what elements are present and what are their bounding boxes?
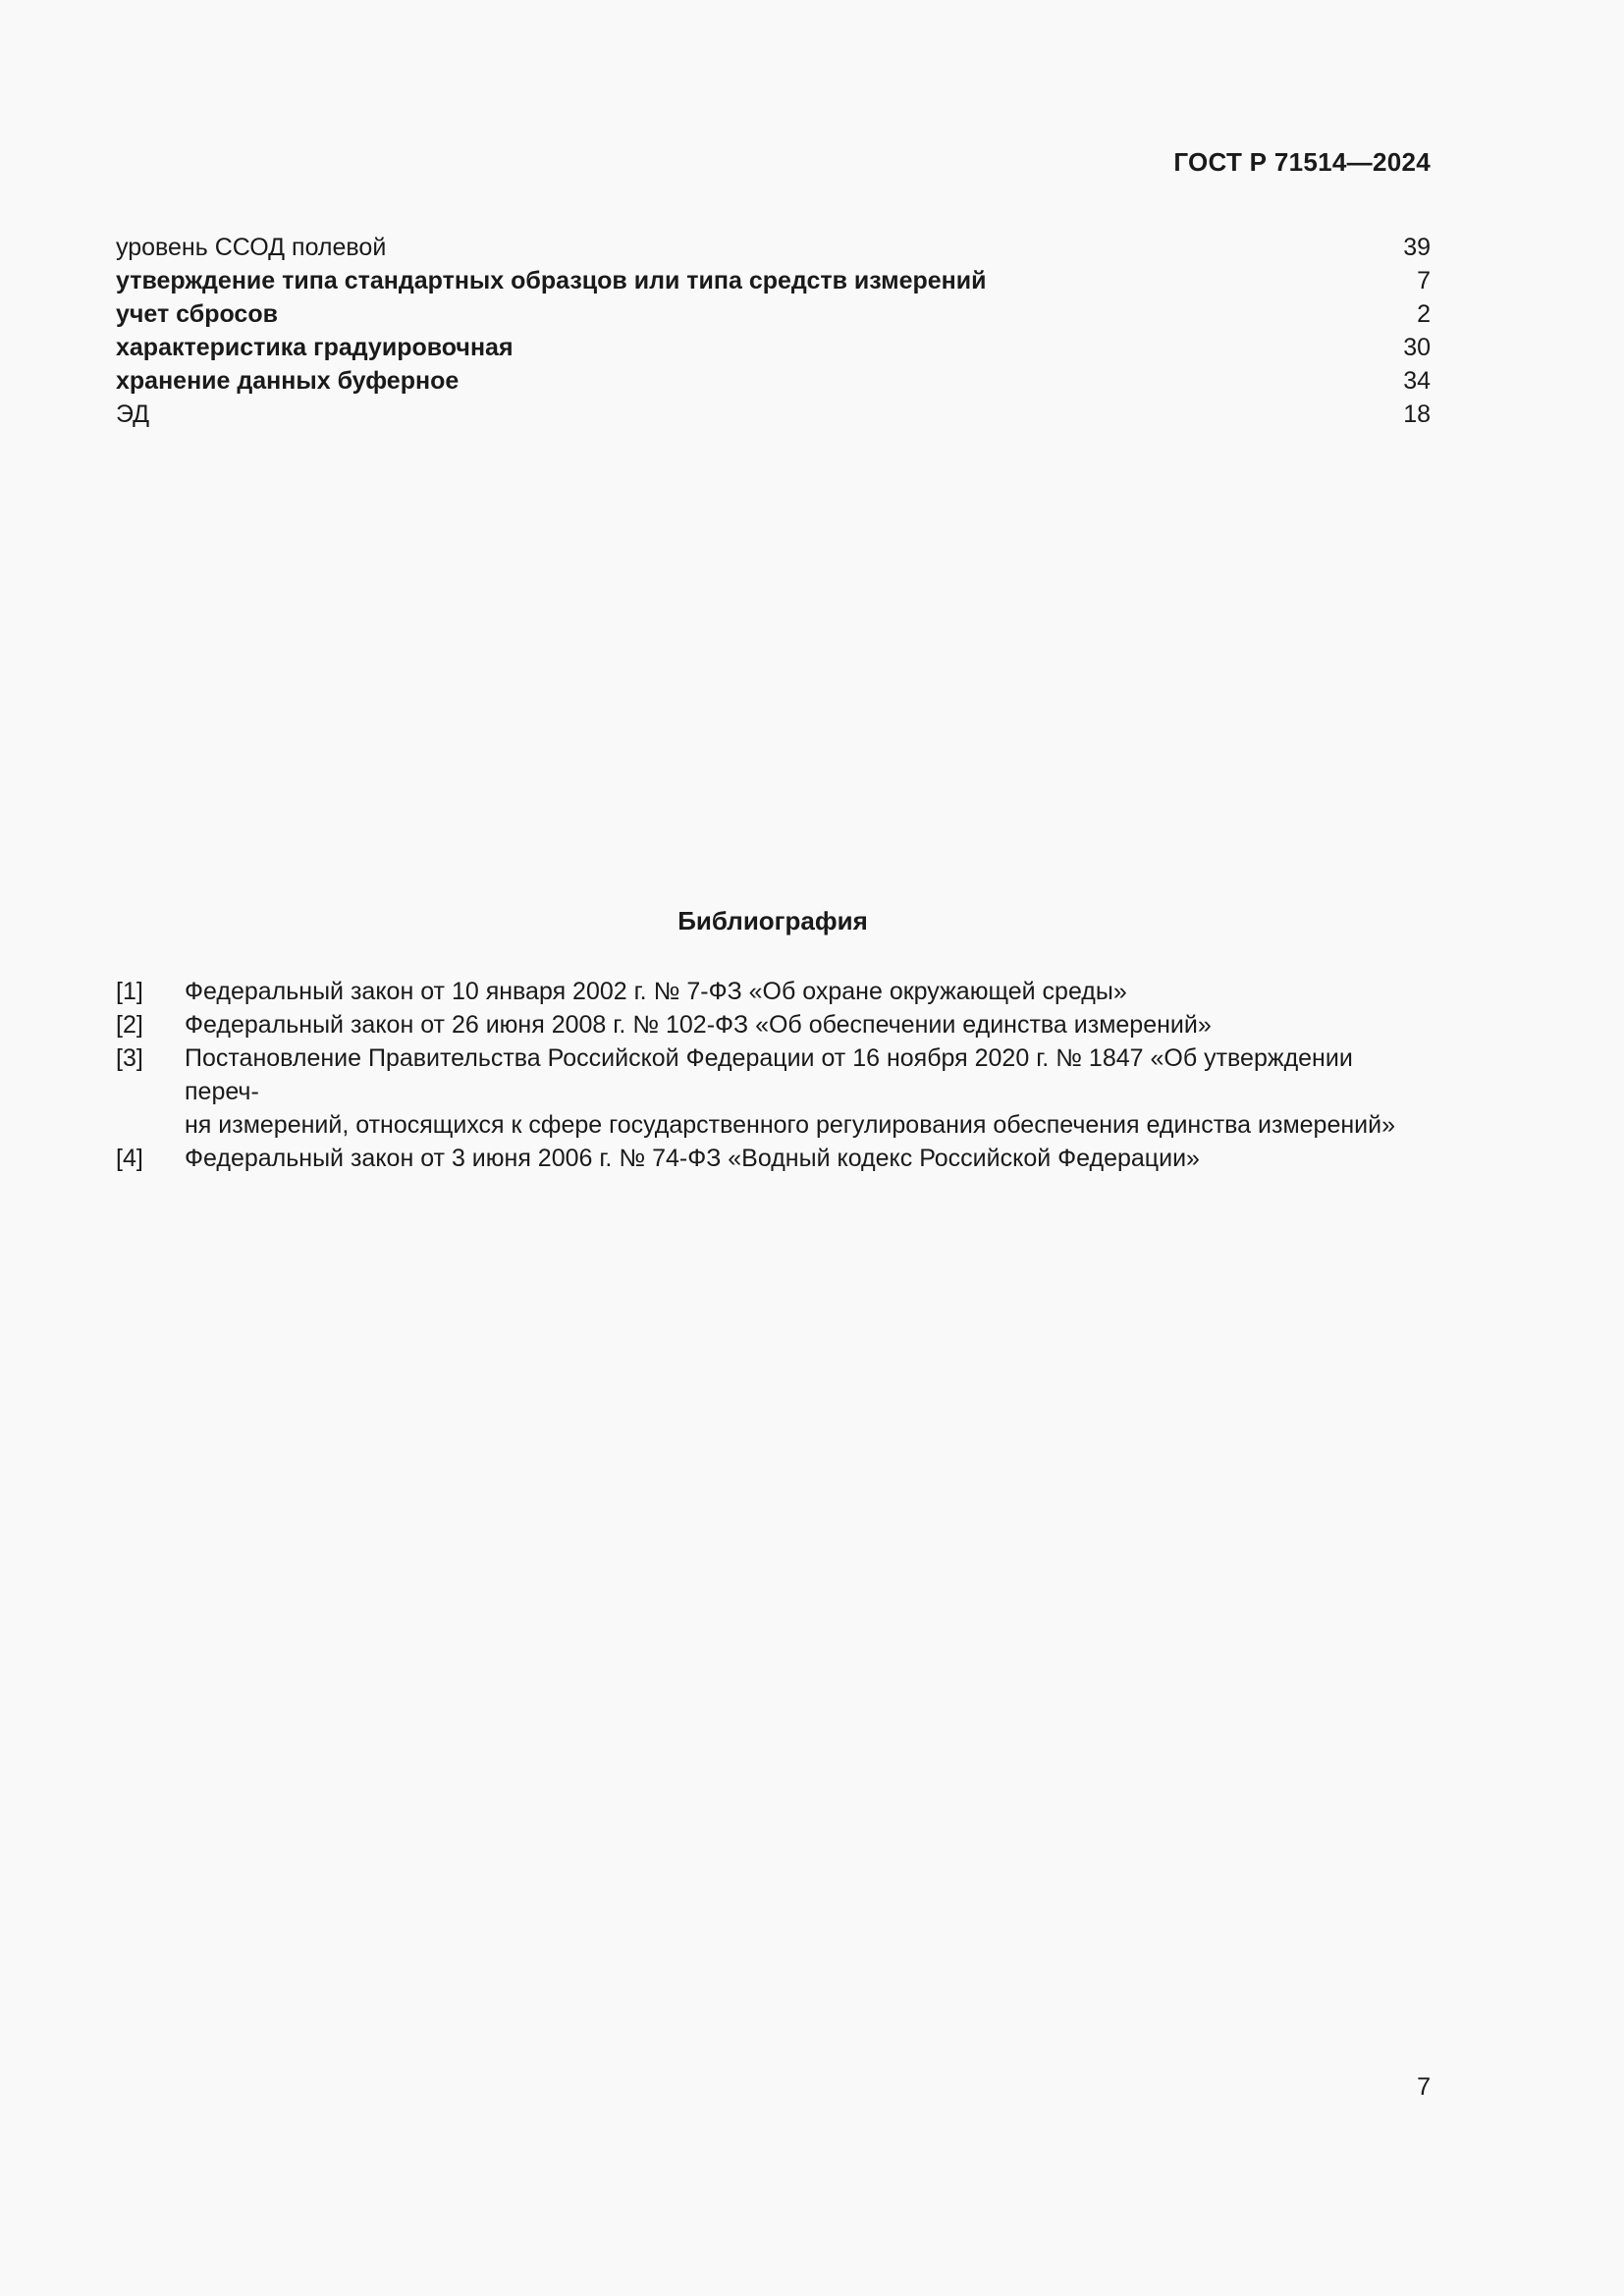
bibliography-number: [2] [116, 1011, 143, 1039]
bibliography-text-continued: ня измерений, относящихся к сфере государственного регулирования обеспечения единства измерений» [185, 1111, 1395, 1139]
bibliography-item [116, 975, 1431, 1008]
document-code: ГОСТ Р 71514—2024 [1173, 147, 1431, 177]
bibliography-number: [3] [116, 1044, 143, 1072]
index-row [116, 398, 1431, 431]
bibliography-title: Библиография [677, 906, 868, 935]
index-page: 39 [1403, 234, 1431, 261]
bibliography-item [116, 1041, 1431, 1142]
index-row [116, 231, 1431, 264]
bibliography-text: Постановление Правительства Российской Федерации от 16 ноября 2020 г. № 1847 «Об утверждении переч- [185, 1044, 1353, 1105]
bibliography-number: [4] [116, 1145, 143, 1172]
bibliography-item [116, 1008, 1431, 1041]
index-page: 30 [1403, 334, 1431, 361]
bibliography-item [116, 1142, 1431, 1175]
index-term: характеристика градуировочная [116, 334, 514, 361]
page-number: 7 [1417, 2073, 1431, 2101]
bibliography-list [116, 975, 1431, 1175]
index-row [116, 331, 1431, 364]
index-row [116, 297, 1431, 331]
index-page: 18 [1403, 400, 1431, 428]
alphabetical-index [116, 231, 1431, 431]
index-row [116, 364, 1431, 398]
index-term: хранение данных буферное [116, 367, 460, 395]
index-page: 7 [1417, 267, 1431, 294]
index-term: учет сбросов [116, 300, 278, 328]
index-term: уровень ССОД полевой [116, 234, 387, 261]
index-page: 2 [1417, 300, 1431, 328]
bibliography-text: Федеральный закон от 26 июня 2008 г. № 102-ФЗ «Об обеспечении единства измерений» [185, 1011, 1212, 1039]
bibliography-text: Федеральный закон от 10 января 2002 г. № 7-ФЗ «Об охране окружающей среды» [185, 978, 1127, 1005]
bibliography-text: Федеральный закон от 3 июня 2006 г. № 74-ФЗ «Водный кодекс Российской Федерации» [185, 1145, 1200, 1172]
index-term: ЭД [116, 400, 150, 428]
index-row [116, 264, 1431, 297]
index-term: утверждение типа стандартных образцов или типа средств измерений [116, 267, 987, 294]
index-page: 34 [1403, 367, 1431, 395]
bibliography-number: [1] [116, 978, 143, 1005]
